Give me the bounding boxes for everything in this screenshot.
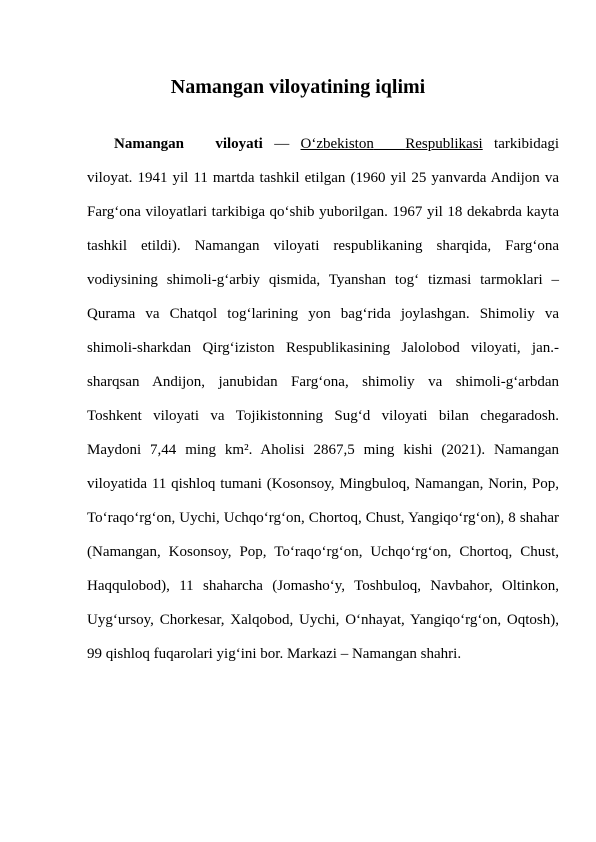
document-title: Namangan viloyatining iqlimi: [170, 76, 426, 98]
link-respublikasi-text[interactable]: Respublikasi: [405, 136, 483, 152]
body-paragraph: [87, 127, 559, 671]
lead-term: Namangan viloyati: [114, 136, 263, 152]
link-ozbekiston[interactable]: [301, 136, 483, 152]
link-ozbekiston-text[interactable]: O‘zbekiston: [300, 136, 374, 152]
paragraph-text: tarkibidagi viloyat. 1941 yil 11 martda tashkil etilgan (1960 yil 25 yanvarda Andijon va Farg‘ona viloyatlari tarkibiga qo‘shib yuborilgan. 1967 yil 18 dekabrda kayta tashkil etildi). Namangan viloyati respublikaning sharqida, Farg‘ona vodiysining shimoli-g‘arbiy qismida, Tyanshan tog‘ tizmasi tarmoklari – Qurama va Chatqol tog‘larining yon bag‘rida joylashgan. Shimoliy va shimoli-sharkdan Qirg‘iziston Respublikasining Jalolobod viloyati, jan.-sharqsan Andijon, janubidan Farg‘ona, shimoliy va shimoli-g‘arbdan Toshkent viloyati va Tojikistonning Sug‘d viloyati bilan chegaradosh. Maydoni 7,44 ming km². Aholisi 2867,5 ming kishi (2021). Namangan viloyatida 11 qishloq tumani (Kosonsoy, Mingbuloq, Namangan, Norin, Pop, To‘raqo‘rg‘on, Uychi, Uchqo‘rg‘on, Chortoq, Chust, Yangiqo‘rg‘on), 8 shahar (Namangan, Kosonsoy, Pop, To‘raqo‘rg‘on, Uchqo‘rg‘on, Chortoq, Chust, Haqqulobod), 11 shaharcha (Jomasho‘y, Toshbuloq, Navbahor, Oltinkon, Uyg‘ursoy, Chorkesar, Xalqobod, Uychi, O‘nhayat, Yangiqo‘rg‘on, Oqtosh), 99 qishloq fuqarolari yig‘ini bor. Markazi – Namangan shahri.: [87, 136, 560, 662]
dash: —: [262, 136, 301, 152]
link-gap[interactable]: [374, 136, 405, 152]
